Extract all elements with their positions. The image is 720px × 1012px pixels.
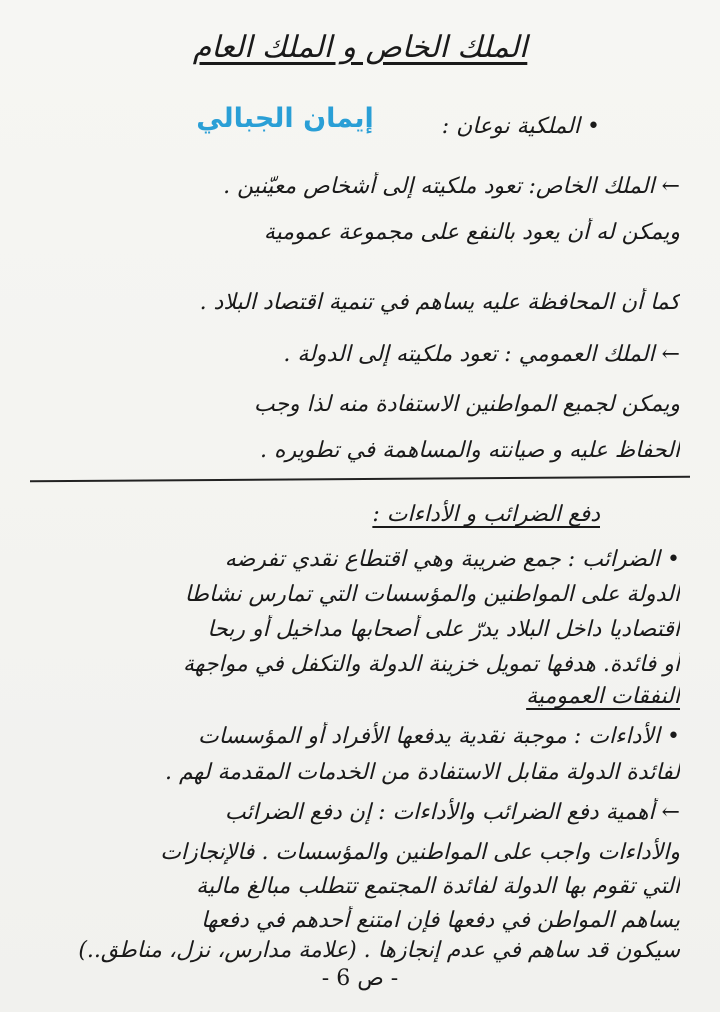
- section-heading: دفع الضرائب و الأداءات :: [372, 502, 600, 527]
- section-divider: [30, 476, 690, 483]
- text-line: ← الملك الخاص: تعود ملكيته إلى أشخاص معيّنين .: [223, 174, 680, 199]
- text-line: ويمكن لجميع المواطنين الاستفادة منه لذا وجب: [253, 392, 680, 417]
- text-line: ← أهمية دفع الضرائب والأداءات : إن دفع الضرائب: [224, 800, 680, 825]
- text-line: • الملكية نوعان :: [441, 114, 600, 139]
- text-line: النفقات العمومية: [526, 684, 680, 709]
- author-name: إيمان الجبالي: [196, 103, 374, 134]
- text-line: الدولة على المواطنين والمؤسسات التي تمارس نشاطا: [184, 582, 680, 607]
- text-line: لفائدة الدولة مقابل الاستفادة من الخدمات المقدمة لهم .: [164, 760, 680, 785]
- text-line: التي تقوم بها الدولة لفائدة المجتمع تتطلب مبالغ مالية: [196, 874, 680, 899]
- text-line: أو فائدة. هدفها تمويل خزينة الدولة والتكفل في مواجهة: [182, 652, 680, 677]
- text-line: اقتصاديا داخل البلاد يدرّ على أصحابها مداخيل أو ربحا: [207, 617, 680, 642]
- text-line: ويمكن له أن يعود بالنفع على مجموعة عمومية: [263, 220, 680, 245]
- text-line: • الأداءات : موجبة نقدية يدفعها الأفراد أو المؤسسات: [198, 724, 680, 749]
- text-line: الحفاظ عليه و صيانته والمساهمة في تطويره .: [260, 438, 680, 463]
- text-line: ← الملك العمومي : تعود ملكيته إلى الدولة .: [283, 342, 680, 367]
- text-line: يساهم المواطن في دفعها فإن امتنع أحدهم في دفعها: [201, 908, 680, 933]
- text-line: سيكون قد ساهم في عدم إنجازها . (علامة مدارس، نزل، مناطق..): [78, 938, 680, 963]
- page-number: - ص 6 -: [321, 966, 399, 991]
- page-title: الملك الخاص و الملك العام: [192, 30, 528, 65]
- text-line: • الضرائب : جمع ضريبة وهي اقتطاع نقدي تفرضه: [224, 547, 680, 572]
- text-line: والأداءات واجب على المواطنين والمؤسسات . فالإنجازات: [160, 840, 680, 865]
- text-line: كما أن المحافظة عليه يساهم في تنمية اقتصاد البلاد .: [199, 290, 680, 315]
